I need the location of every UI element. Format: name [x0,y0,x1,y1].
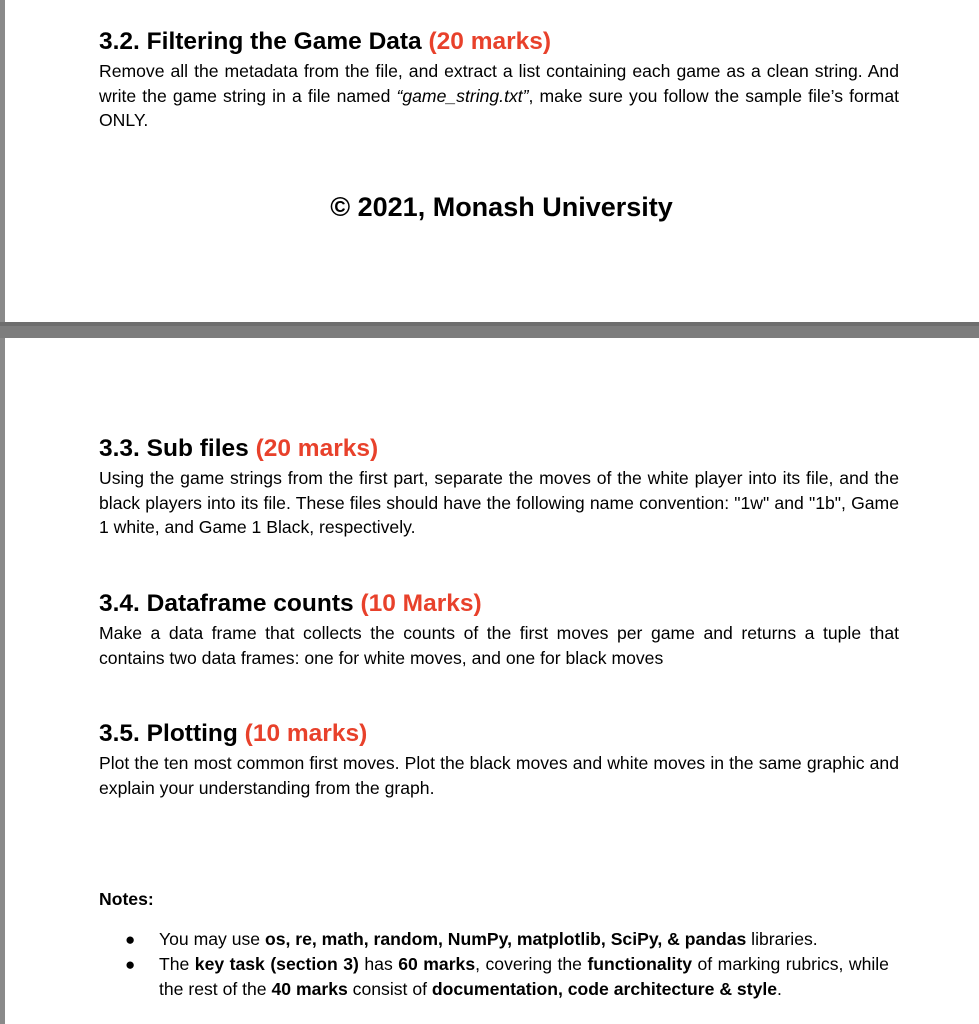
marks-label: (20 marks) [255,435,379,462]
copyright-footer [0,192,979,223]
section-heading [99,589,899,619]
heading-text: 3.3. Sub files [99,435,249,462]
heading-text: 3.4. Dataframe counts [99,590,354,617]
marks-label: (10 marks) [244,720,368,747]
section-3-2 [99,27,899,133]
page-separator [0,322,979,338]
list-item: ● The key task (section 3) has 60 marks, covering the functionality of marking rubrics, while the rest of the 40 marks consist of documentation, code architecture & style. [125,954,889,999]
page-left-edge [0,0,5,328]
copyright-text: © 2021, Monash University [330,192,673,222]
section-body: Using the game strings from the first part, separate the moves of the white player into its file, and the black players into its file. These files should have the following name convention: "1w" and "1b", Game 1 white, and Game 1 Black, respectively. [99,468,899,538]
bullet-icon: ● [125,930,136,949]
list-item: ● You may use os, re, math, random, NumPy, matplotlib, SciPy, & pandas libraries. [99,927,889,952]
section-heading [99,434,899,464]
bullet-icon: ● [125,955,136,974]
section-3-5 [99,719,899,800]
section-body: Plot the ten most common first moves. Plot the black moves and white moves in the same graphic and explain your understanding from the graph. [99,753,899,798]
section-body: Make a data frame that collects the counts of the first moves per game and returns a tuple that contains two data frames: one for white moves, and one for black moves [99,623,899,668]
heading-text: 3.2. Filtering the Game Data [99,28,422,55]
section-body: Remove all the metadata from the file, and extract a list containing each game as a clean string. And write the game string in a file named “game_string.txt”, make sure you follow the sample file’s format ONLY. [99,61,899,131]
notes-list [99,927,889,1002]
marks-label: (10 Marks) [360,590,482,617]
section-3-4 [99,589,899,670]
page-left-edge-lower [0,328,5,1024]
section-heading [99,719,899,749]
filename-text: “game_string.txt” [396,85,529,106]
marks-label: (20 marks) [428,28,552,55]
heading-text: 3.5. Plotting [99,720,238,747]
section-heading [99,27,899,57]
section-3-3 [99,434,899,540]
notes-title: Notes: [99,889,154,909]
